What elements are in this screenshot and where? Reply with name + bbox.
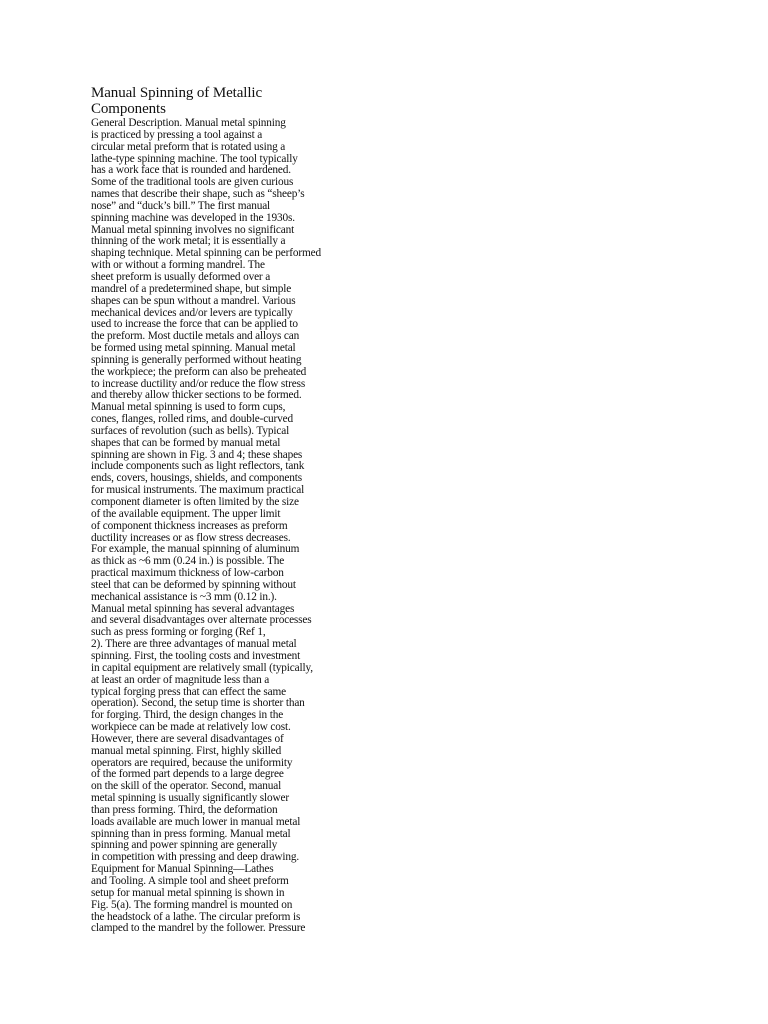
body-line: is practiced by pressing a tool against a	[91, 128, 263, 141]
body-line: has a work face that is rounded and hardened.	[91, 164, 291, 177]
body-line: operators are required, because the uniformity	[91, 756, 293, 769]
body-line: 2). There are three advantages of manual metal	[91, 638, 297, 651]
body-line: Manual metal spinning has several advantages	[91, 602, 295, 615]
body-line: mandrel of a predetermined shape, but simple	[91, 282, 292, 295]
article-body	[91, 118, 351, 935]
body-line: be formed using metal spinning. Manual metal	[91, 342, 296, 355]
body-line: of the available equipment. The upper limit	[91, 507, 281, 520]
body-line: for musical instruments. The maximum practical	[91, 484, 305, 497]
body-line: steel that can be deformed by spinning without	[91, 578, 296, 591]
body-line: workpiece can be made at relatively low cost.	[91, 721, 291, 734]
body-line: circular metal preform that is rotated using a	[91, 140, 286, 153]
body-line: operation). Second, the setup time is shorter than	[91, 697, 305, 710]
body-line: loads available are much lower in manual metal	[91, 815, 301, 828]
body-line: in capital equipment are relatively small (typically,	[91, 661, 313, 674]
body-line: spinning. First, the tooling costs and investment	[91, 649, 301, 662]
text-column	[91, 85, 351, 935]
body-line: surfaces of revolution (such as bells). Typical	[91, 424, 290, 437]
body-line: component diameter is often limited by the size	[91, 496, 299, 508]
body-line: shapes that can be formed by manual metal	[91, 436, 281, 449]
body-line: the headstock of a lathe. The circular preform is	[91, 910, 301, 923]
body-line: shaping technique. Metal spinning can be performed	[91, 247, 321, 260]
body-line: on the skill of the operator. Second, manual	[91, 780, 282, 793]
title-line: Components	[91, 101, 166, 117]
body-line: lathe-type spinning machine. The tool typically	[91, 152, 298, 165]
body-line: spinning are shown in Fig. 3 and 4; these shapes	[91, 448, 303, 461]
body-line: of component thickness increases as preform	[91, 519, 288, 532]
body-line: However, there are several disadvantages of	[91, 732, 284, 745]
body-line: Fig. 5(a). The forming mandrel is mounted on	[91, 898, 293, 911]
body-line: spinning is generally performed without heating	[91, 353, 302, 366]
body-line: mechanical assistance is ~3 mm (0.12 in.).	[91, 590, 277, 603]
body-line: setup for manual metal spinning is shown in	[91, 886, 285, 899]
body-line: the workpiece; the preform can also be preheated	[91, 365, 307, 378]
body-line: shapes can be spun without a mandrel. Various	[91, 294, 296, 307]
body-line: sheet preform is usually deformed over a	[91, 270, 271, 283]
body-line: spinning than in press forming. Manual metal	[91, 827, 291, 840]
body-line: of the formed part depends to a large degree	[91, 768, 284, 781]
body-line: such as press forming or forging (Ref 1,	[91, 626, 266, 639]
body-line: thinning of the work metal; it is essentially a	[91, 235, 286, 248]
body-line: nose” and “duck’s bill.” The first manual	[91, 199, 271, 212]
body-line: ductility increases or as flow stress decreases.	[91, 531, 291, 544]
body-line: names that describe their shape, such as “sheep’s	[91, 188, 305, 201]
body-line: and Tooling. A simple tool and sheet preform	[91, 875, 289, 887]
body-line: the preform. Most ductile metals and alloys can	[91, 330, 300, 343]
body-line: spinning machine was developed in the 1930s.	[91, 211, 295, 224]
body-line: cones, flanges, rolled rims, and double-curved	[91, 413, 294, 426]
body-line: For example, the manual spinning of aluminum	[91, 543, 300, 556]
body-line: Equipment for Manual Spinning—Lathes	[91, 863, 274, 876]
body-line: clamped to the mandrel by the follower. Pressure	[91, 922, 306, 935]
body-line: General Description. Manual metal spinning	[91, 117, 286, 129]
body-line: Some of the traditional tools are given curious	[91, 176, 294, 189]
body-line: with or without a forming mandrel. The	[91, 259, 265, 272]
body-line: ends, covers, housings, shields, and components	[91, 472, 303, 485]
body-line: include components such as light reflectors, tank	[91, 460, 305, 473]
body-line: metal spinning is usually significantly slower	[91, 792, 289, 805]
body-line: to increase ductility and/or reduce the flow stress	[91, 377, 306, 390]
title-line: Manual Spinning of Metallic	[91, 85, 263, 101]
body-line: used to increase the force that can be applied to	[91, 318, 298, 331]
body-line: typical forging press that can effect the same	[91, 685, 287, 698]
body-line: mechanical devices and/or levers are typically	[91, 306, 293, 319]
body-line: for forging. Third, the design changes in the	[91, 709, 284, 722]
body-line: as thick as ~6 mm (0.24 in.) is possible. The	[91, 555, 285, 568]
body-line: and thereby allow thicker sections to be formed.	[91, 389, 302, 402]
body-line: at least an order of magnitude less than a	[91, 673, 270, 686]
body-line: Manual metal spinning is used to form cups,	[91, 401, 286, 414]
body-line: manual metal spinning. First, highly skilled	[91, 744, 282, 757]
body-line: practical maximum thickness of low-carbon	[91, 567, 284, 580]
body-line: than press forming. Third, the deformation	[91, 803, 278, 816]
body-line: and several disadvantages over alternate processes	[91, 614, 312, 627]
body-line: in competition with pressing and deep drawing.	[91, 851, 300, 864]
article-title	[91, 85, 351, 117]
body-line: spinning and power spinning are generally	[91, 839, 278, 852]
body-line: Manual metal spinning involves no significant	[91, 223, 295, 236]
